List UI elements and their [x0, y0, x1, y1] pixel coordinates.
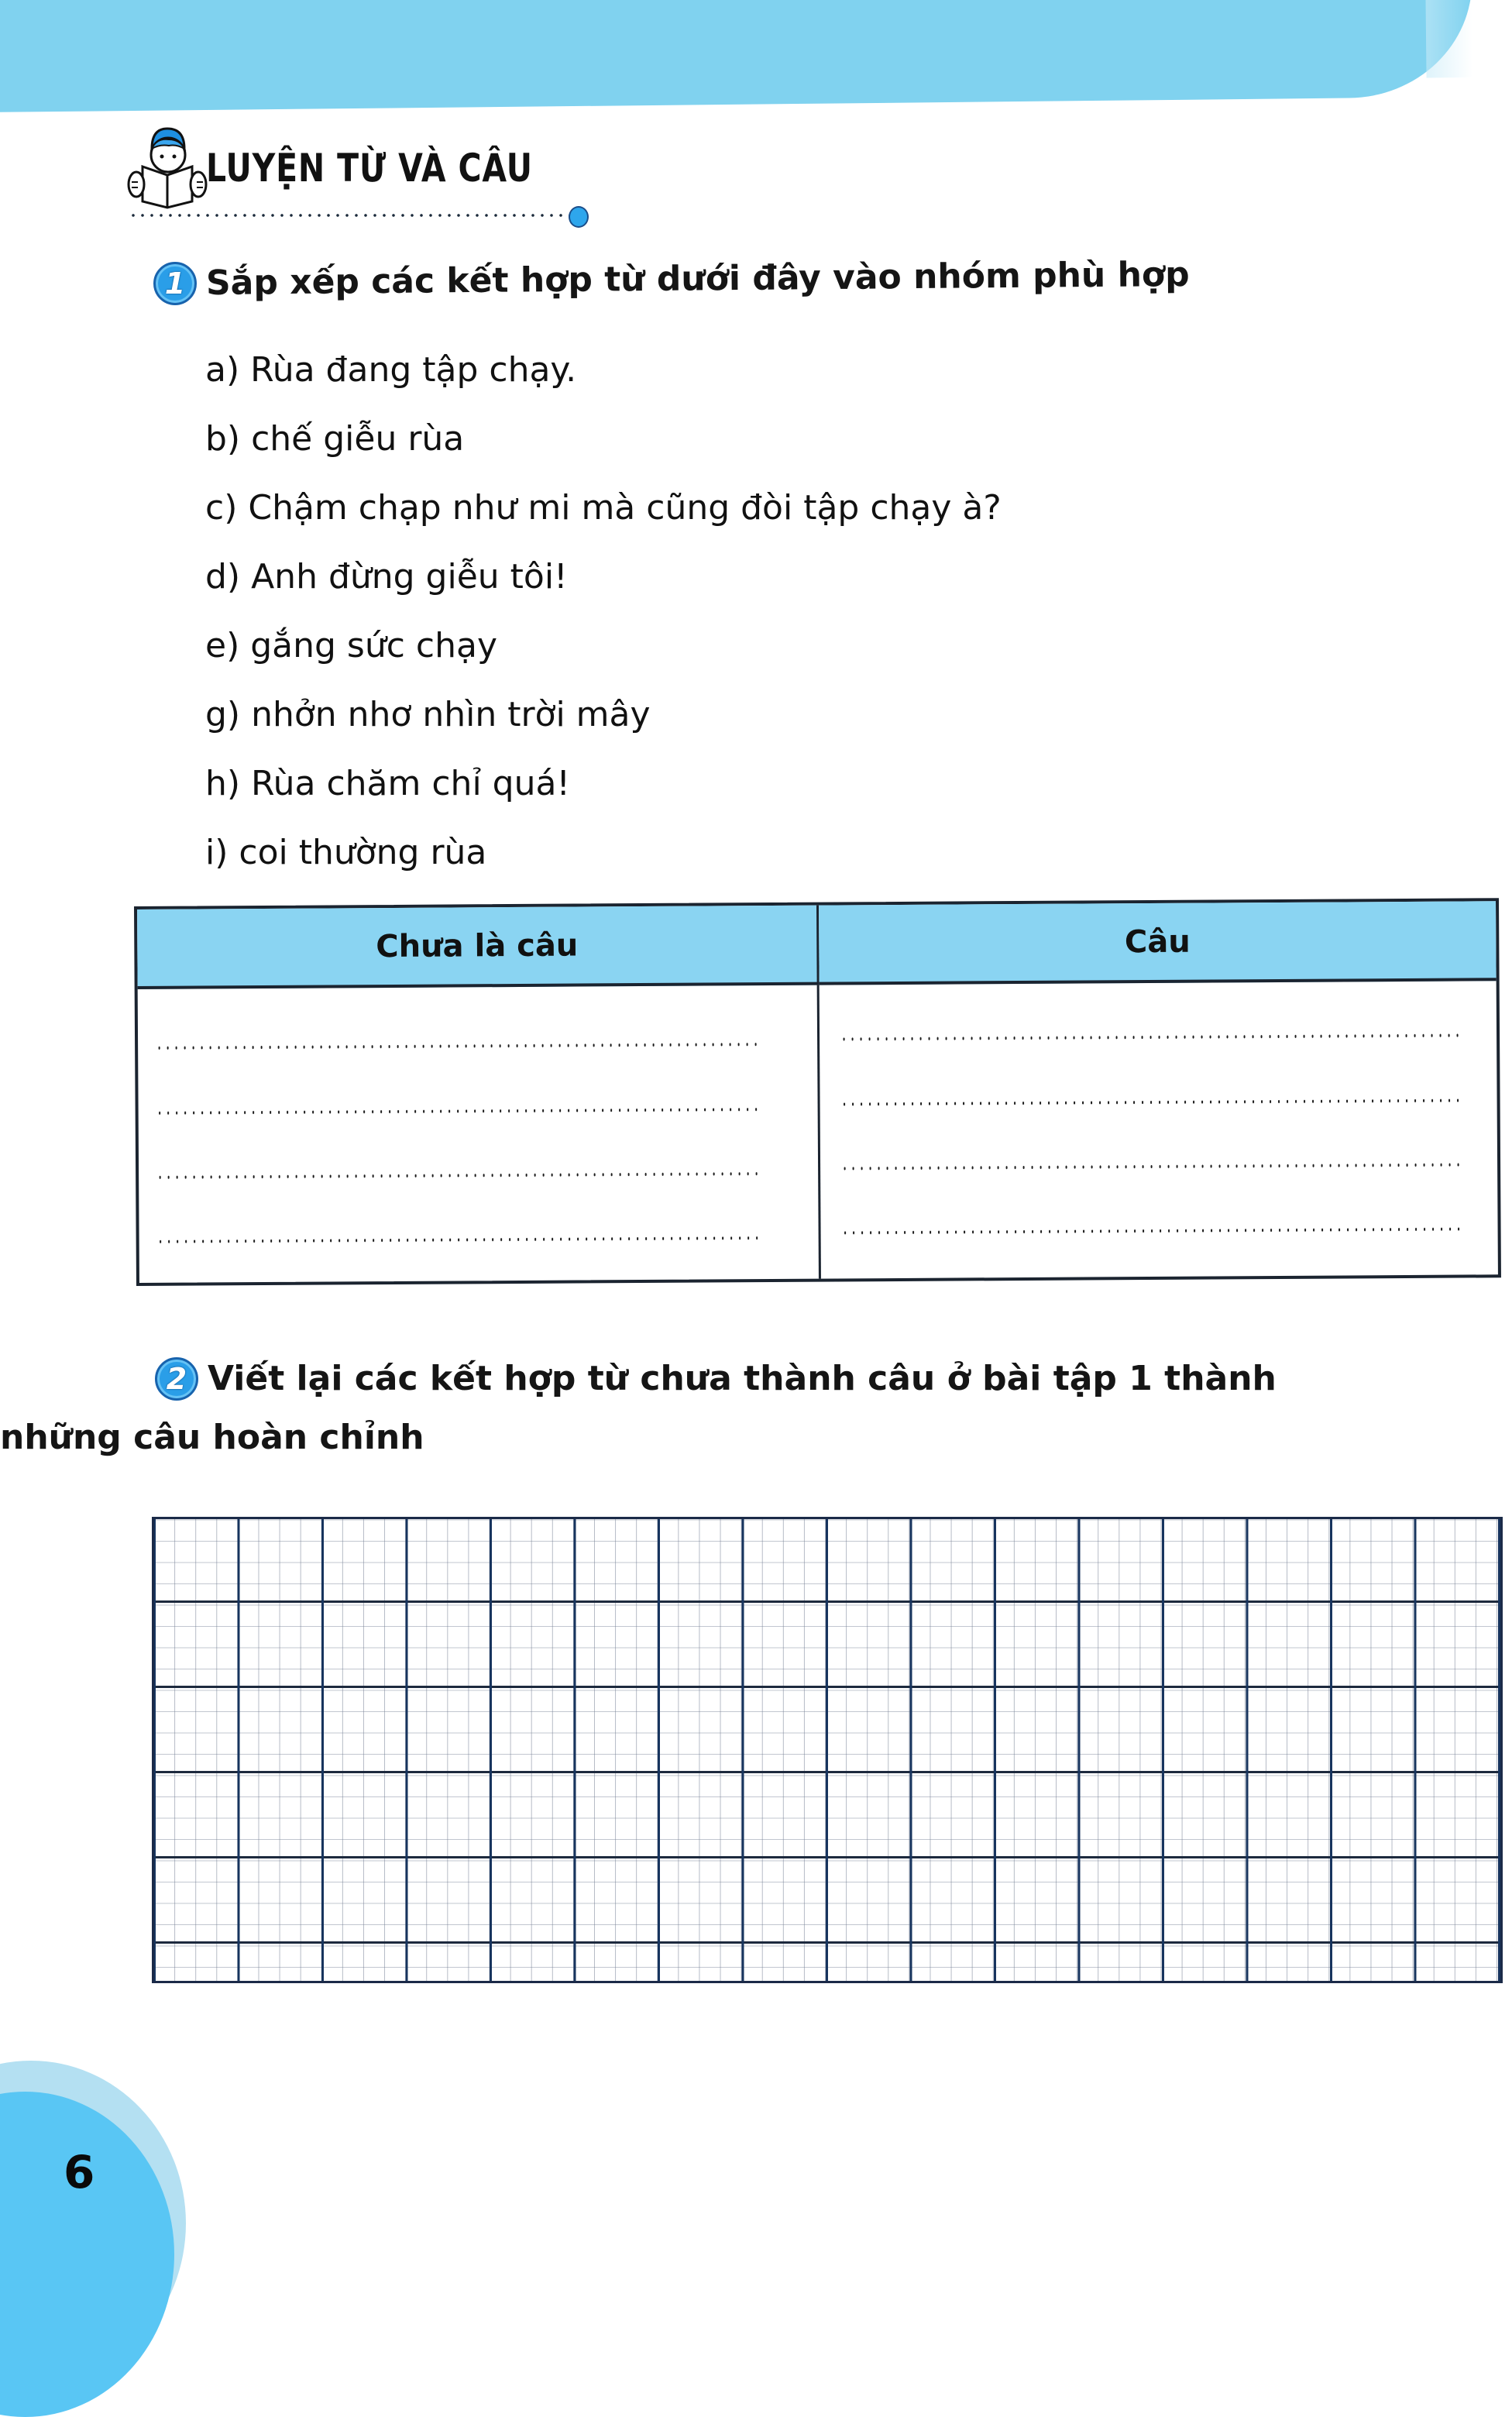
child-reading-book-icon	[125, 124, 209, 209]
list-item: i) coi thường rùa	[205, 833, 487, 872]
exercise-1-prompt	[153, 254, 1190, 313]
column-header-not-sentence: Chưa là câu	[137, 906, 820, 989]
list-item: b) chế giễu rùa	[205, 419, 465, 459]
answer-line[interactable]	[840, 1034, 1459, 1041]
answer-line[interactable]	[840, 1099, 1460, 1106]
answer-line[interactable]	[841, 1228, 1461, 1235]
answer-line[interactable]	[155, 1043, 759, 1050]
answer-line[interactable]	[156, 1236, 761, 1243]
exercise-number-badge: 2	[155, 1357, 198, 1401]
exercise-1-text: Sắp xếp các kết hợp từ dưới đây vào nhóm phù hợp	[205, 254, 1190, 303]
list-item: g) nhởn nhơ nhìn trời mây	[205, 695, 651, 734]
exercise-2-text: Viết lại các kết hợp từ chưa thành câu ở bài tập 1 thành những câu hoàn chỉnh	[0, 1359, 1277, 1457]
page-number: 6	[64, 2146, 95, 2199]
list-item: h) Rùa chăm chỉ quá!	[205, 764, 571, 803]
exercise-2-prompt	[0, 1357, 1487, 1467]
answer-line[interactable]	[156, 1108, 760, 1115]
title-dotted-underline	[129, 214, 570, 217]
list-item: a) Rùa đang tập chạy.	[205, 350, 577, 390]
sentence-answer-column	[820, 981, 1498, 1278]
exercise-1-items	[205, 347, 1002, 899]
list-item: e) gắng sức chạy	[205, 626, 497, 665]
exercise-number-badge: 1	[153, 262, 197, 305]
answer-line[interactable]	[156, 1172, 760, 1179]
title-underline-dot	[569, 206, 589, 228]
answer-line[interactable]	[840, 1164, 1460, 1171]
not-sentence-answer-column	[138, 985, 821, 1283]
list-item: d) Anh đừng giễu tôi!	[205, 557, 568, 597]
banner-highlight	[1425, 0, 1473, 78]
handwriting-grid[interactable]	[152, 1517, 1503, 1983]
column-header-sentence: Câu	[819, 901, 1497, 985]
section-title: LUYỆN TỪ VÀ CÂU	[206, 146, 533, 191]
list-item: c) Chậm chạp như mi mà cũng đòi tập chạy à?	[205, 488, 1002, 528]
sorting-table	[134, 898, 1501, 1286]
header-banner	[0, 0, 1473, 112]
